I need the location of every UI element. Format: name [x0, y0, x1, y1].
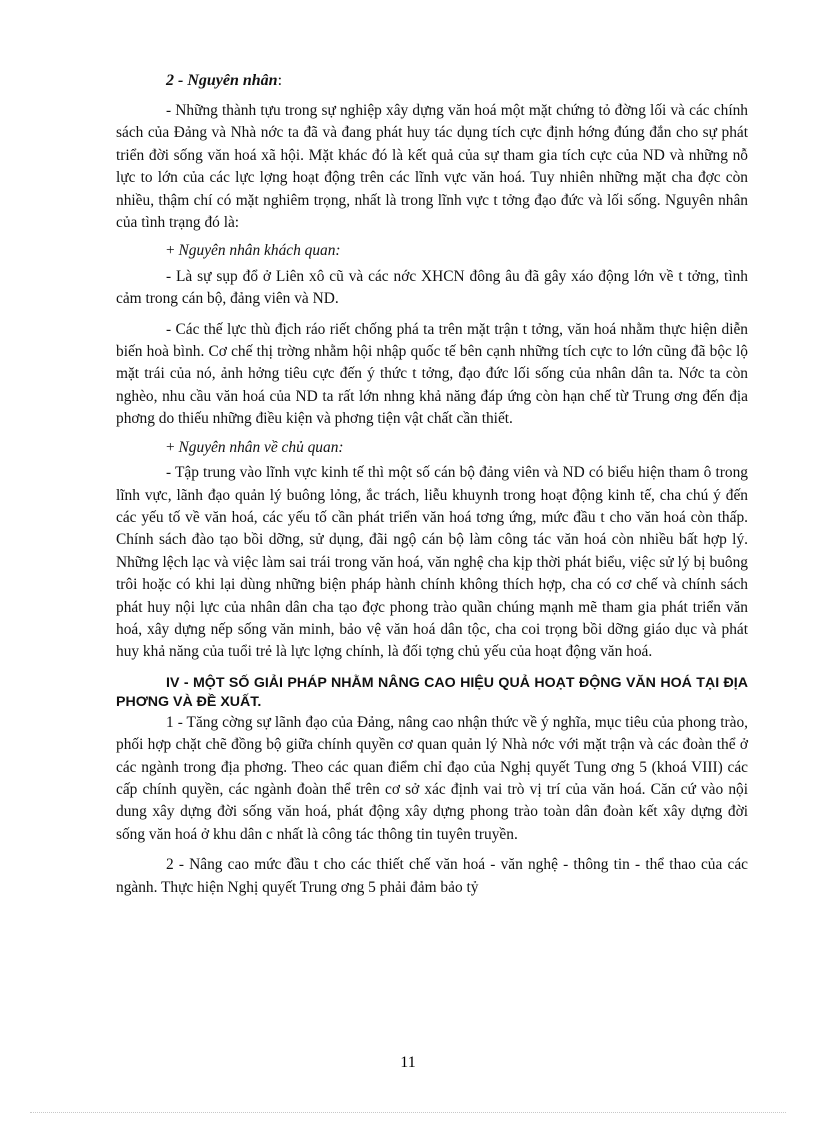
paragraph-objective-1: - Là sự sụp đổ ở Liên xô cũ và các nớc XHCN đông âu đã gây xáo động lớn về t tởng, tình cảm trong cán bộ, đảng viên và ND.: [116, 267, 748, 308]
page-number: 11: [400, 1054, 416, 1071]
heading-number: 2 - Nguyên nhân: [166, 72, 278, 89]
document-page: [116, 70, 748, 899]
paragraph-solution-2: 2 - Nâng cao mức đầu t cho các thiết chế văn hoá - văn nghệ - thông tin - thể thao của các ngành. Thực hiện Nghị quyết Trung ơng 5 phải đảm bảo tỷ: [116, 856, 748, 896]
bullet-marker: +: [166, 438, 175, 456]
subheading-objective-label: Nguyên nhân khách quan:: [178, 242, 341, 260]
section-heading-solutions: IV - MỘT SỐ GIẢI PHÁP NHẰM NÂNG CAO HIỆU QUẢ HOẠT ĐỘNG VĂN HOÁ TẠI ĐỊA PHƠNG VÀ ĐỀ XUẤT.: [116, 674, 748, 710]
section-heading-causes: [166, 70, 748, 92]
bullet-marker: +: [166, 242, 175, 260]
paragraph-intro: - Những thành tựu trong sự nghiệp xây dựng văn hoá một mặt chứng tỏ đờng lối và các chính sách của Đảng và Nhà nớc ta đã và đang phát huy tác dụng tích cực định hớng đúng đắn cho sự phát triển đời sống văn hoá xã hội. Mặt khác đó là kết quả của sự tham gia tích cực của ND và những nỗ lực to lớn của các lực lợng hoạt động trên các lĩnh vực văn hoá. Tuy nhiên những mặt cha đợc còn nhiều, thậm chí có mặt nghiêm trọng, nhất là trong lĩnh vực t tởng đạo đức và lối sống. Nguyên nhân của tình trạng đó là:: [116, 102, 748, 232]
subheading-subjective-label: Nguyên nhân về chủ quan:: [178, 438, 344, 456]
paragraph-objective-2: - Các thế lực thù địch ráo riết chống phá ta trên mặt trận t tởng, văn hoá nhằm thực hiện diễn biến hoà bình. Cơ chế thị trờng nhằm hội nhập quốc tế bên cạnh những tích cực to lớn cũng đã bộc lộ mặt trái của nó, ảnh hởng tiêu cực đến ý thức t tởng, đạo đức lối sống của nhân dân ta. Nớc ta còn nghèo, nhu cầu văn hoá của ND ta rất lớn nhng khả năng đáp ứng còn hạn chế từ Trung ơng đến địa phơng do thiếu những điều kiện và phơng tiện vật chất cần thiết.: [116, 320, 748, 428]
page-bottom-divider: [30, 1112, 786, 1113]
subheading-objective: [166, 240, 748, 262]
paragraph-solution-1: 1 - Tăng cờng sự lãnh đạo của Đảng, nâng cao nhận thức về ý nghĩa, mục tiêu của phong trào, phối hợp chặt chẽ đồng bộ giữa chính quyền cơ quan quản lý Nhà nớc với mặt trận và các đoàn thể ở các ngành trong địa phơng. Theo các quan điểm chỉ đạo của Nghị quyết Tung ơng 5 (khoá VIII) các cấp chính quyền, các ngành đoàn thể trên cơ sở xác định vai trò vị trí của văn hoá. Căn cứ vào nội dung xây dựng đời sống văn hoá, phát động xây dựng phong trào toàn dân đoàn kết xây dựng đời sống văn hoá ở khu dân c nhất là công tác thông tin tuyên truyền.: [116, 713, 748, 843]
paragraph-subjective-1: - Tập trung vào lĩnh vực kinh tế thì một số cán bộ đảng viên và ND có biểu hiện tham ô trong lĩnh vực, lãnh đạo quản lý buông lỏng, ắc trách, liễu khuynh trong hoạt động kinh tế, cha chú ý đến các yếu tố về văn hoá, các yếu tố cần phát triển văn hoá tơng ứng, mức đầu t cho văn hoá còn thấp. Chính sách đào tạo bồi dỡng, sử dụng, đãi ngộ cán bộ làm công tác văn hoá còn nhiều bất hợp lý. Những lệch lạc và việc làm sai trái trong văn hoá, văn nghệ cha kịp thời phát biểu, việc sử lý bị buông trôi hoặc có khi lại dùng những biện pháp hành chính không thích hợp, cha có cơ chế và chính sách phát huy nội lực của nhân dân cha tạo đợc phong trào quần chúng mạnh mẽ tham gia phát triển văn hoá, xây dựng nếp sống văn minh, bảo vệ văn hoá dân tộc, cha coi trọng bồi dỡng giáo dục và phát huy khả năng của tuổi trẻ là lực lợng chính, là đối tợng chủ yếu của hoạt động văn hoá.: [116, 464, 748, 661]
subheading-subjective: [166, 437, 748, 459]
heading-suffix: :: [277, 72, 283, 89]
